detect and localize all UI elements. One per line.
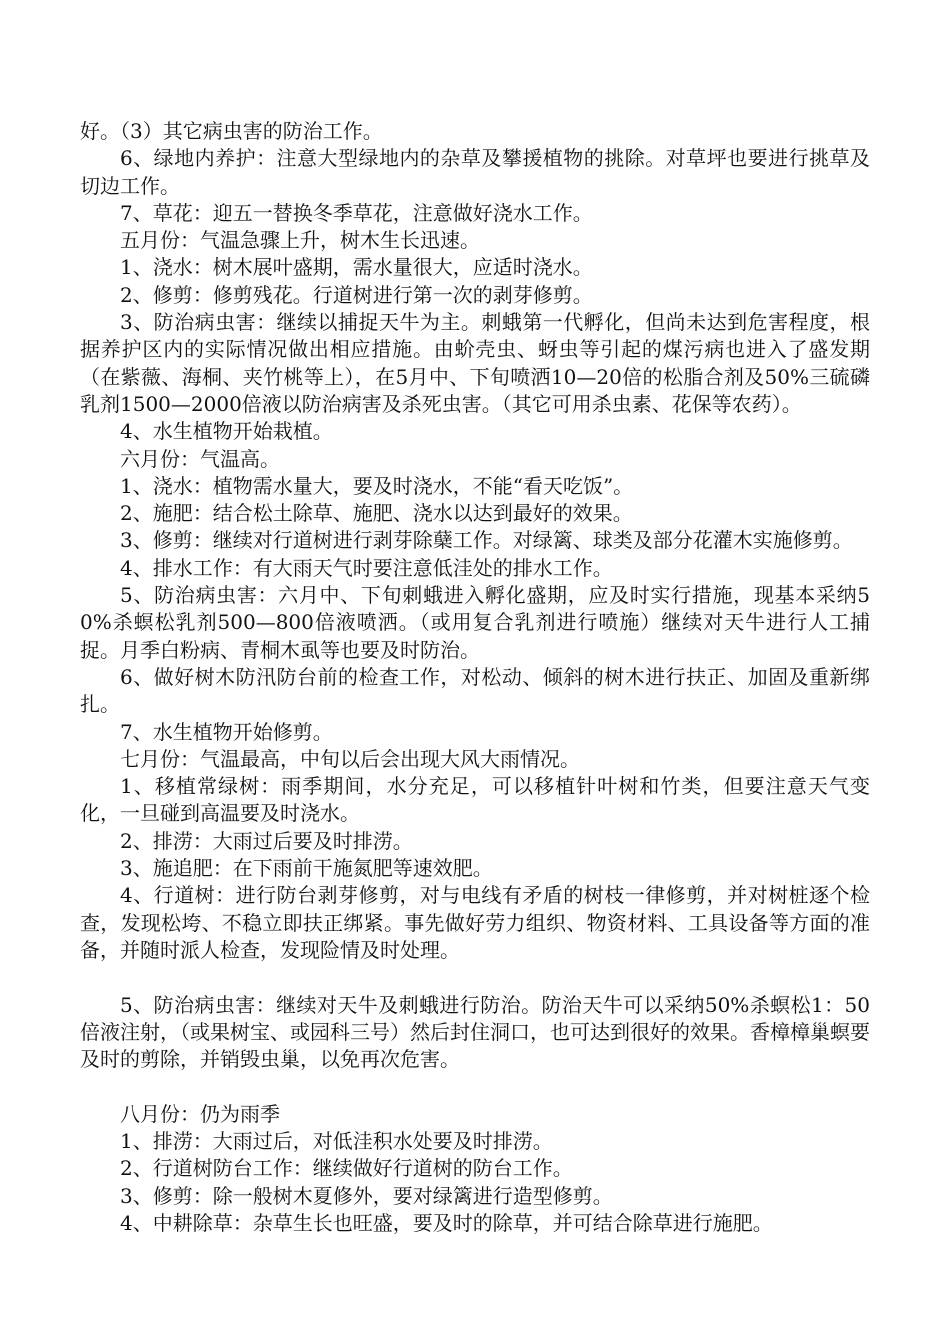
- paragraph: 好。（3）其它病虫害的防治工作。: [80, 119, 383, 143]
- paragraph: 7、水生植物开始修剪。: [120, 719, 333, 744]
- paragraph: 3、施追肥：在下雨前干施氮肥等速效肥。: [120, 856, 493, 881]
- section-heading-may: 五月份：气温急骤上升，树木生长迅速。: [120, 228, 480, 253]
- section-heading-june: 六月份：气温高。: [120, 446, 280, 471]
- paragraph: 7、草花：迎五一替换冬季草花，注意做好浇水工作。: [120, 200, 593, 225]
- paragraph: 3、防治病虫害：继续以捕捉天牛为主。刺蛾第一代孵化，但尚未达到危害程度，根据养护区内的实际情况做出相应措施。由蚧壳虫、蚜虫等引起的煤污病也进入了盛发期（在紫薇、海桐、夹竹桃等上），在5月中、下旬喷洒10—20倍的松脂合剂及50%三硫磷乳剂1500—2000倍液以防治病害及杀死虫害。（其它可用杀虫素、花保等农药）。: [80, 310, 870, 416]
- paragraph: 2、施肥：结合松土除草、施肥、浇水以达到最好的效果。: [120, 501, 633, 526]
- paragraph: 4、排水工作：有大雨天气时要注意低洼处的排水工作。: [120, 555, 613, 580]
- paragraph: 4、行道树：进行防台剥芽修剪，对与电线有矛盾的树枝一律修剪，并对树桩逐个检查，发现松垮、不稳立即扶正绑紧。事先做好劳力组织、物资材料、工具设备等方面的准备，并随时派人检查，发现险情及时处理。: [80, 883, 870, 962]
- paragraph: 1、浇水：树木展叶盛期，需水量很大，应适时浇水。: [120, 255, 593, 280]
- paragraph: 3、修剪：继续对行道树进行剥芽除蘖工作。对绿篱、球类及部分花灌木实施修剪。: [120, 528, 853, 553]
- paragraph: 1、排涝：大雨过后，对低洼积水处要及时排涝。: [120, 1128, 553, 1153]
- paragraph: 4、水生植物开始栽植。: [120, 419, 333, 444]
- paragraph: 5、防治病虫害：六月中、下旬刺蛾进入孵化盛期，应及时实行措施，现基本采纳50%杀螟松乳剂500—800倍液喷洒。（或用复合乳剂进行喷施）继续对天牛进行人工捕捉。月季白粉病、青桐木虱等也要及时防治。: [80, 583, 870, 662]
- document-body: [80, 118, 870, 1237]
- paragraph: 6、绿地内养护：注意大型绿地内的杂草及攀援植物的挑除。对草坪也要进行挑草及切边工作。: [80, 146, 870, 198]
- paragraph: 2、修剪：修剪残花。行道树进行第一次的剥芽修剪。: [120, 282, 593, 307]
- paragraph: 6、做好树木防汛防台前的检查工作，对松动、倾斜的树木进行扶正、加固及重新绑扎。: [80, 664, 870, 717]
- paragraph: 5、防治病虫害：继续对天牛及刺蛾进行防治。防治天牛可以采纳50%杀螟松1：50倍液注射，（或果树宝、或园科三号）然后封住洞口，也可达到很好的效果。香樟樟巢螟要及时的剪除，并销毁虫巢，以免再次危害。: [80, 992, 870, 1072]
- section-heading-july: 七月份：气温最高，中旬以后会出现大风大雨情况。: [120, 746, 580, 771]
- paragraph: 1、移植常绿树：雨季期间，水分充足，可以移植针叶树和竹类，但要注意天气变化，一旦碰到高温要及时浇水。: [80, 774, 870, 826]
- paragraph: 3、修剪：除一般树木夏修外，要对绿篱进行造型修剪。: [120, 1183, 613, 1208]
- paragraph: 2、行道树防台工作：继续做好行道树的防台工作。: [120, 1156, 573, 1181]
- paragraph: 2、排涝：大雨过后要及时排涝。: [120, 828, 413, 853]
- paragraph: 1、浇水：植物需水量大，要及时浇水，不能“看天吃饭”。: [120, 473, 634, 498]
- section-heading-august: 八月份：仍为雨季: [120, 1101, 280, 1126]
- paragraph: 4、中耕除草：杂草生长也旺盛，要及时的除草，并可结合除草进行施肥。: [120, 1210, 773, 1235]
